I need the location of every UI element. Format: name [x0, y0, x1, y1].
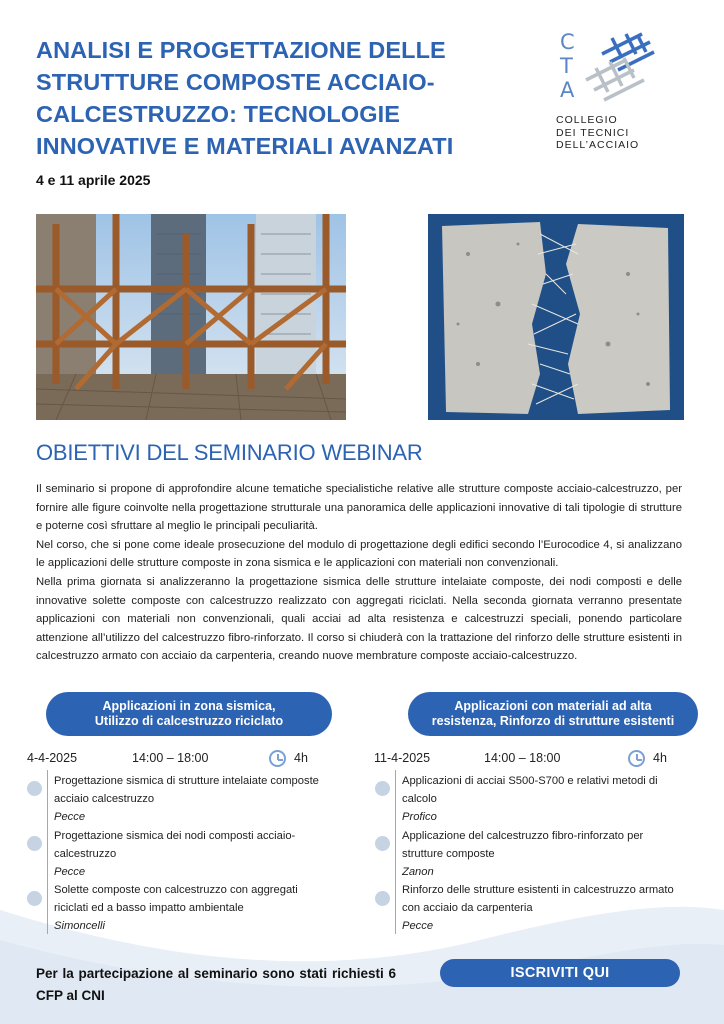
- org-line-3: DELL’ACCIAIO: [556, 139, 640, 151]
- title-line-4: INNOVATIVE E MATERIALI AVANZATI: [36, 133, 454, 159]
- day2-item2-line1: Applicazione del calcestruzzo fibro-rinforzato per: [402, 830, 644, 842]
- logo-letters: [560, 30, 575, 102]
- title-line-2: STRUTTURE COMPOSTE ACCIAIO-: [36, 69, 435, 95]
- register-button[interactable]: ISCRIVITI QUI: [440, 959, 680, 987]
- day2-item1-bullet: [375, 781, 390, 796]
- day1-topic-line-1: Applicazioni in zona sismica,: [102, 699, 276, 713]
- day2-item1-line2: calcolo: [402, 793, 437, 805]
- section-title: OBIETTIVI DEL SEMINARIO WEBINAR: [36, 440, 423, 465]
- day1-item-2: [54, 827, 295, 881]
- day1-time: 14:00 – 18:00: [132, 751, 209, 765]
- cta-logo: [556, 30, 696, 160]
- day2-topic-line-2: resistenza, Rinforzo di strutture esistenti: [431, 714, 675, 728]
- day2-item2-line2: strutture composte: [402, 848, 495, 860]
- day2-item2-bullet: [375, 836, 390, 851]
- day1-item-3: [54, 881, 298, 935]
- day1-item1-line1: Progettazione sismica di strutture intelaiate composte: [54, 775, 319, 787]
- day2-item3-line1: Rinforzo delle strutture esistenti in calcestruzzo armato: [402, 884, 674, 896]
- day2-duration: 4h: [653, 751, 667, 765]
- day1-item1-speaker: Pecce: [54, 811, 86, 823]
- day2-item1-line1: Applicazioni di acciai S500-S700 e relativi metodi di: [402, 775, 658, 787]
- day1-item3-line2: riciclati ed a basso impatto ambientale: [54, 902, 244, 914]
- event-dates: 4 e 11 aprile 2025: [36, 172, 151, 188]
- day2-item3-speaker: Pecce: [402, 920, 434, 932]
- logo-lattice-icon: [582, 32, 658, 106]
- clock-icon: [269, 750, 286, 767]
- day1-topic-pill: [46, 692, 332, 736]
- page-title: [36, 34, 546, 162]
- logo-letter-c: C: [560, 30, 575, 54]
- description-paragraph-3: Nella prima giornata si analizzeranno la progettazione sismica delle strutture intelaiate composte, dei nodi composti e delle innovative solette composte con calcestruzzo realizzato con aggregati riciclati. Nella seconda giornata verranno presentate applicazioni con materiali non convenzionali, quali acciai ad alta resistenza e calcestruzzi speciali, ponendo particolare attenzione all’utilizzo del calcestruzzo fibro-rinforzato. Il corso si chiuderà con la trattazione del rinforzo delle strutture esistenti in calcestruzzo armato con acciaio da carpenteria, creando nuove membrature composte acciaio-calcestruzzo.: [36, 575, 682, 663]
- day1-item2-bullet: [27, 836, 42, 851]
- description-paragraph-2: Nel corso, che si pone come ideale prosecuzione del modulo di progettazione degli edifici secondo l’Eurocodice 4, si analizzano le applicazioni delle strutture composte in zona sismica e le applicazioni con materiali non convenzionali.: [36, 538, 682, 570]
- clock-icon: [628, 750, 645, 767]
- day2-item-3: [402, 881, 674, 935]
- title-line-3: CALCESTRUZZO: TECNOLOGIE: [36, 101, 401, 127]
- seminar-description: [36, 480, 682, 666]
- day2-time: 14:00 – 18:00: [484, 751, 561, 765]
- day2-item3-bullet: [375, 891, 390, 906]
- logo-letter-a: A: [560, 78, 575, 102]
- day1-item2-speaker: Pecce: [54, 866, 86, 878]
- day2-item-1: [402, 772, 658, 826]
- day1-topic-line-2: Utilizzo di calcestruzzo riciclato: [94, 714, 284, 728]
- day2-item-2: [402, 827, 643, 881]
- cfp-notice: Per la partecipazione al seminario sono stati richiesti 6 CFP al CNI: [36, 966, 396, 1003]
- day2-item3-line2: con acciaio da carpenteria: [402, 902, 533, 914]
- description-paragraph-1: Il seminario si propone di approfondire alcune tematiche specialistiche relative alle strutture composte acciaio-calcestruzzo, per fornire alle figure coinvolte nella progettazione strutturale una panoramica delle applicazioni innovative di tali tipologie di strutture e poterne così sfruttare al meglio le principali peculiarità.: [36, 483, 682, 533]
- day1-item2-line1: Progettazione sismica dei nodi composti acciaio-: [54, 830, 296, 842]
- day2-topic-line-1: Applicazioni con materiali ad alta: [454, 699, 652, 713]
- day1-item2-line2: calcestruzzo: [54, 848, 117, 860]
- day1-divider: [47, 770, 48, 934]
- day1-item1-line2: acciaio calcestruzzo: [54, 793, 155, 805]
- day2-date: 11-4-2025: [374, 751, 431, 765]
- fiber-concrete-photo: [428, 214, 684, 420]
- day1-date: 4-4-2025: [27, 751, 78, 765]
- day1-duration: 4h: [294, 751, 308, 765]
- day2-item2-speaker: Zanon: [402, 866, 434, 878]
- day1-item-1: [54, 772, 319, 826]
- logo-org-name: [556, 114, 639, 152]
- logo-letter-t: T: [560, 54, 573, 78]
- title-line-1: ANALISI E PROGETTAZIONE DELLE: [36, 37, 446, 63]
- day2-divider: [395, 770, 396, 934]
- day1-item3-speaker: Simoncelli: [54, 920, 105, 932]
- org-line-1: COLLEGIO: [556, 114, 618, 126]
- day1-item3-bullet: [27, 891, 42, 906]
- day2-item1-speaker: Profico: [402, 811, 437, 823]
- steel-frame-photo: [36, 214, 346, 420]
- org-line-2: DEI TECNICI: [556, 126, 630, 139]
- day1-item1-bullet: [27, 781, 42, 796]
- day2-topic-pill: [408, 692, 698, 736]
- day1-item3-line1: Solette composte con calcestruzzo con aggregati: [54, 884, 298, 896]
